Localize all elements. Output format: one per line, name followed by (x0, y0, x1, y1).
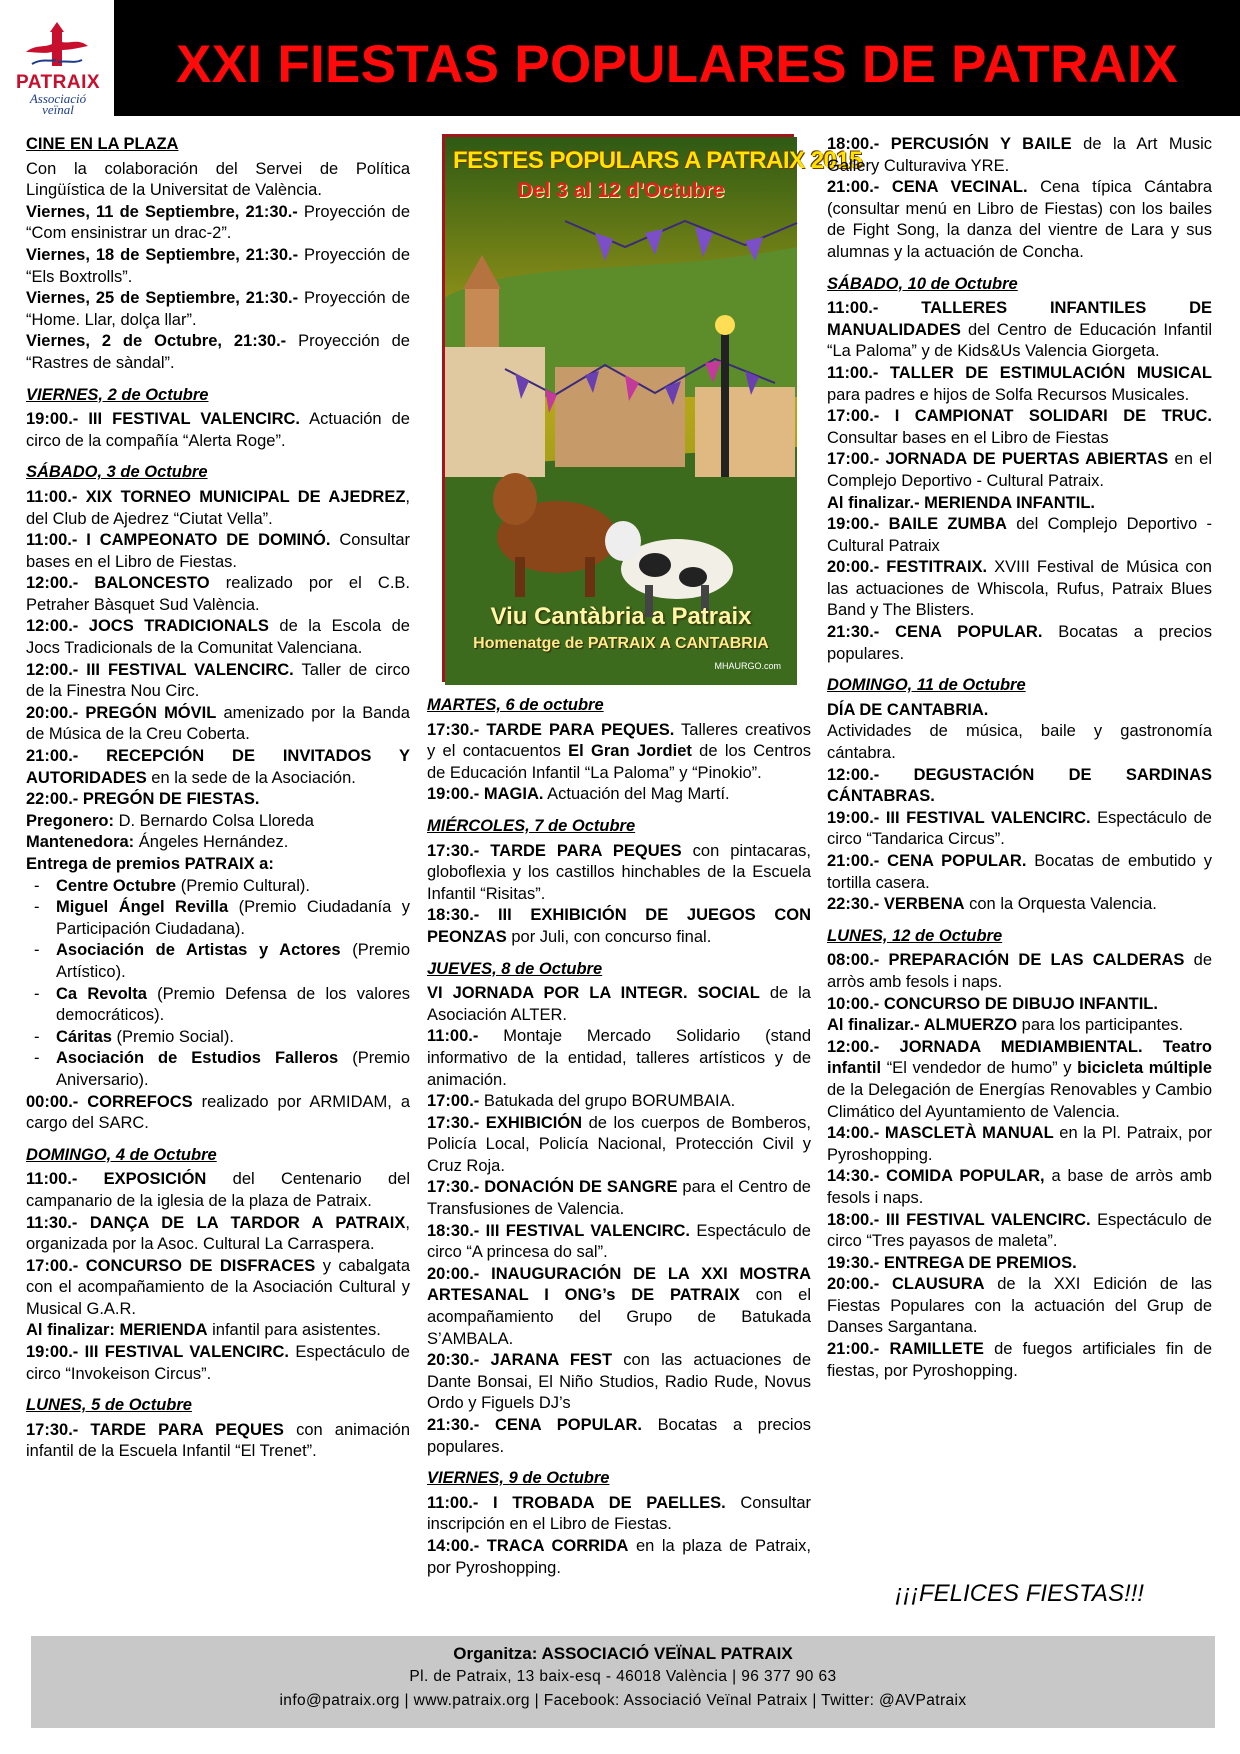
event-entry (26, 811, 410, 833)
award-name: Asociación de Estudios Falleros (56, 1049, 339, 1068)
event-entry (827, 700, 1212, 722)
event-entry (427, 1493, 811, 1536)
award-text (56, 897, 410, 940)
program-section (26, 134, 410, 375)
event-entry (827, 808, 1212, 851)
footer-organizer: Organitza: ASSOCIACIÓ VEÏNAL PATRAIX (453, 1644, 793, 1663)
event-description: , organizada por la Asoc. Cultural La Carraspera. (26, 1213, 410, 1254)
event-highlight: 18:30.- III EXHIBICIÓN DE JUEGOS CON PEONZAS (427, 906, 811, 946)
event-entry (827, 1210, 1212, 1253)
event-entry (26, 746, 410, 789)
event-entry (26, 487, 410, 530)
section-title: MIÉRCOLES, 7 de Octubre (427, 816, 636, 835)
award-item (30, 876, 410, 898)
event-highlight: Entrega de premios PATRAIX a: (26, 855, 274, 873)
event-description: de la Asociación ALTER. (427, 984, 811, 1024)
award-category: (Premio Artístico). (56, 941, 411, 981)
event-entry (827, 1123, 1212, 1166)
list-dash: - (34, 1027, 40, 1046)
event-highlight: 12:00.- III FESTIVAL VALENCIRC. (26, 660, 294, 679)
event-highlight: 12:00.- JORNADA MEDIAMBIENTAL. Teatro infantil (827, 1037, 1212, 1078)
award-name: Miguel Ángel Revilla (56, 898, 229, 917)
event-description: en el Complejo Deportivo - Cultural Patraix. (827, 450, 1212, 490)
event-entry (26, 331, 410, 374)
event-entry (427, 841, 811, 906)
festival-poster (442, 134, 863, 682)
closing-greeting: ¡¡¡FELICES FIESTAS!!! (895, 1580, 1144, 1607)
event-description: Proyección de “Rastres de sàndal”. (26, 332, 410, 372)
event-entry (827, 851, 1212, 894)
award-text (56, 984, 410, 1027)
event-description: en la sede de la Asociación. (146, 768, 356, 787)
event-highlight: Viernes, 18 de Septiembre, 21:30.- (26, 245, 299, 264)
list-dash: - (34, 1049, 40, 1068)
award-category: (Premio Ciudadanía y Participación Ciudadana). (56, 898, 410, 938)
event-description: Actividades de música, baile y gastronomía cántabra. (827, 722, 1212, 763)
event-highlight: 17:00.- JORNADA DE PUERTAS ABIERTAS (827, 450, 1169, 469)
event-highlight: 18:00.- PERCUSIÓN Y BAILE (827, 135, 1072, 153)
event-entry (26, 1320, 410, 1342)
award-item (30, 1048, 410, 1091)
event-description: del Complejo Deportivo - Cultural Patraix (827, 515, 1212, 555)
event-entry (827, 1339, 1212, 1382)
award-text (56, 1027, 410, 1049)
event-highlight: 08:00.- PREPARACIÓN DE LAS CALDERAS (827, 951, 1185, 970)
event-entry (827, 449, 1212, 492)
list-dash: - (34, 984, 40, 1003)
event-entry (427, 905, 811, 948)
event-highlight: 17:30.- DONACIÓN DE SANGRE (427, 1178, 678, 1197)
event-highlight: 17:30.- TARDE PARA PEQUES (26, 1420, 284, 1439)
event-highlight: 20:00.- FESTITRAIX. (827, 558, 988, 577)
event-entry (26, 854, 410, 876)
event-entry (827, 557, 1212, 622)
award-text (56, 1048, 410, 1091)
event-entry (427, 1350, 811, 1415)
event-highlight: 22:30.- VERBENA (827, 895, 965, 914)
award-item (30, 940, 410, 983)
section-title: VIERNES, 2 de Octubre (26, 385, 209, 404)
event-description: con el acompañamiento del Grupo de Batukada S’AMBALA. (427, 1286, 811, 1348)
event-description: a base de arròs amb fesols i naps. (827, 1167, 1212, 1207)
event-entry (26, 789, 410, 811)
poster-dates: Del 3 al 12 d'Octubre (517, 179, 725, 202)
event-entry (26, 159, 410, 202)
event-entry (827, 1274, 1212, 1339)
program-section (26, 1395, 410, 1463)
event-entry (26, 1169, 410, 1212)
event-description: Proyección de “Com ensinistrar un drac-2”. (26, 202, 410, 243)
event-entry (26, 288, 410, 331)
event-entry (827, 765, 1212, 808)
event-description: del Centro de Educación Infantil “La Paloma” y de Kids&Us Valencia Giorgeta. (827, 320, 1212, 361)
event-description: de arròs amb fesols i naps. (827, 951, 1213, 991)
event-entry (26, 616, 410, 659)
event-highlight: 17:30.- EXHIBICIÓN (427, 1113, 583, 1132)
award-item (30, 984, 410, 1027)
event-description: Espectáculo de circo “Invokeison Circus”. (26, 1343, 410, 1383)
event-highlight: 21:00.- CENA POPULAR. (827, 852, 1027, 870)
event-description: Bocatas a precios populares. (427, 1416, 811, 1456)
event-highlight: 20:00.- PREGÓN MÓVIL (26, 703, 217, 722)
event-entry (26, 1342, 410, 1385)
event-description: con las actuaciones de Dante Bonsai, El Niño Studios, Radio Rude, Novus Ordo y Figuels DJ’s (427, 1351, 811, 1413)
middle-column (427, 695, 811, 1589)
event-highlight: 11:00.- (427, 1027, 479, 1046)
event-highlight: 18:00.- III FESTIVAL VALENCIRC. (827, 1210, 1091, 1229)
event-highlight: Pregonero: (26, 811, 115, 830)
event-description: D. Bernardo Colsa Lloreda (114, 811, 314, 830)
event-entry (427, 720, 811, 785)
event-highlight: 12:00.- BALONCESTO (26, 574, 210, 593)
event-highlight: bicicleta múltiple (1077, 1059, 1212, 1078)
logo-subtitle-1: Associació (29, 91, 87, 106)
event-entry (26, 660, 410, 703)
event-highlight: VI JORNADA POR LA INTEGR. SOCIAL (427, 984, 760, 1003)
program-section (427, 1468, 811, 1579)
event-description: XVIII Festival de Música con las actuaciones de Whiscola, Rufus, Patraix Blues Band y The Blisters. (827, 558, 1212, 620)
event-description: de la Escola de Jocs Tradicionals de la Comunitat Valenciana. (26, 617, 410, 658)
event-entry (827, 1253, 1212, 1275)
event-description: Consultar bases en el Libro de Fiestas. (26, 531, 410, 571)
event-entry (26, 1092, 410, 1135)
section-title: SÁBADO, 10 de Octubre (827, 274, 1018, 293)
program-section (827, 675, 1212, 916)
event-description: Consultar bases en el Libro de Fiestas (827, 428, 1109, 447)
event-entry (827, 994, 1212, 1016)
event-entry (827, 894, 1212, 916)
poster-slogan: Viu Cantàbria a Patraix (490, 603, 752, 630)
event-highlight: 17:00.- CONCURSO DE DISFRACES (26, 1256, 316, 1275)
event-entry (827, 134, 1212, 177)
event-description: en la plaza de Patraix, por Pyroshopping. (427, 1536, 811, 1577)
bell-tower-logo-icon (22, 22, 92, 74)
event-description: de la Delegación de Energías Renovables y Cambio Climático del Ayuntamiento de Valencia. (827, 1080, 1212, 1121)
section-title: DOMINGO, 11 de Octubre (827, 676, 1026, 695)
event-highlight: 14:00.- MASCLETÀ MANUAL (827, 1124, 1054, 1143)
event-highlight: 11:00.- TALLER DE ESTIMULACIÓN MUSICAL (827, 363, 1212, 382)
event-highlight: 17:00.- I CAMPIONAT SOLIDARI DE TRUC. (827, 407, 1212, 426)
event-highlight: 17:30.- TARDE PARA PEQUES (427, 841, 682, 860)
event-highlight: Viernes, 11 de Septiembre, 21:30.- (26, 202, 298, 221)
event-entry (427, 983, 811, 1026)
event-description: , del Club de Ajedrez “Ciutat Vella”. (26, 487, 410, 528)
left-column (26, 134, 410, 1473)
event-entry (827, 363, 1212, 406)
program-section (26, 1145, 410, 1386)
event-description: Bocatas de embutido y tortilla casera. (827, 852, 1213, 892)
event-highlight: 17:00.- (427, 1092, 480, 1111)
event-highlight: 00:00.- CORREFOCS (26, 1092, 193, 1111)
award-name: Asociación de Artistas y Actores (56, 941, 341, 960)
event-entry (427, 1536, 811, 1579)
event-highlight: Al finalizar.- ALMUERZO (827, 1016, 1018, 1035)
event-entry (427, 1415, 811, 1458)
event-highlight: 21:30.- CENA POPULAR. (827, 623, 1043, 642)
section-title: SÁBADO, 3 de Octubre (26, 463, 208, 482)
program-section (427, 695, 811, 806)
event-entry (26, 1420, 410, 1463)
event-highlight: 19:30.- ENTREGA DE PREMIOS. (827, 1253, 1077, 1272)
award-name: Centre Octubre (56, 876, 177, 895)
event-entry (827, 1037, 1212, 1123)
event-entry (827, 1015, 1212, 1037)
footer (31, 1636, 1215, 1728)
event-description: realizado por ARMIDAM, a cargo del SARC. (26, 1092, 410, 1133)
event-entry (827, 950, 1212, 993)
award-category: (Premio Cultural). (176, 876, 310, 895)
event-highlight: Mantenedora: (26, 833, 135, 852)
award-text (56, 876, 410, 898)
event-description: Batukada del grupo BORUMBAIA. (479, 1092, 736, 1111)
event-description: Consultar inscripción en el Libro de Fiestas. (427, 1493, 812, 1534)
event-highlight: Viernes, 25 de Septiembre, 21:30.- (26, 289, 299, 308)
event-highlight: 19:00.- III FESTIVAL VALENCIRC. (26, 410, 300, 429)
event-highlight: 20:00.- INAUGURACIÓN DE LA XXI MOSTRA ARTESANAL I ONG’s DE PATRAIX (427, 1264, 811, 1305)
event-entry (26, 1213, 410, 1256)
section-title: JUEVES, 8 de Octubre (427, 959, 603, 978)
event-entry (26, 1256, 410, 1321)
event-description: Cena típica Cántabra (consultar menú en Libro de Fiestas) con los bailes de Fight Song, la danza del vientre de Lara y sus alumnas y la actuación de Concha. (827, 178, 1213, 261)
event-highlight: 21:00.- RECEPCIÓN DE INVITADOS Y AUTORIDADES (26, 747, 410, 787)
event-highlight: 17:30.- TARDE PARA PEQUES. (427, 720, 675, 739)
right-column (827, 134, 1212, 1392)
event-description: de la XXI Edición de las Fiestas Populares con la actuación del Grup de Danses Sargantana. (827, 1275, 1212, 1337)
list-dash: - (34, 898, 40, 917)
event-highlight: 14:30.- COMIDA POPULAR, (827, 1167, 1045, 1186)
event-highlight: 11:00.- XIX TORNEO MUNICIPAL DE AJEDREZ (26, 487, 406, 506)
footer-contact-links: info@patraix.org | www.patraix.org | Facebook: Associació Veïnal Patraix | Twitter: @AVPatraix (279, 1692, 967, 1709)
event-entry (26, 573, 410, 616)
program-section (26, 462, 410, 1134)
event-entry (26, 245, 410, 288)
event-highlight: 20:00.- CLAUSURA (827, 1275, 985, 1294)
award-name: Ca Revolta (56, 984, 147, 1003)
event-description: con animación infantil de la Escuela Infantil “El Trenet”. (26, 1420, 411, 1461)
event-description: Talleres creativos y el contacuentos (427, 720, 811, 761)
list-dash: - (34, 941, 40, 960)
event-highlight: Viernes, 2 de Octubre, 21:30.- (26, 332, 287, 351)
event-entry (26, 409, 410, 452)
event-highlight: Al finalizar: MERIENDA (26, 1321, 208, 1340)
event-description: de la Art Music Gallery Culturaviva YRE. (827, 135, 1212, 175)
section-title: DOMINGO, 4 de Octubre (26, 1145, 217, 1164)
event-entry (26, 202, 410, 245)
event-description: Proyección de “Home. Llar, dolça llar”. (26, 289, 410, 329)
poster-title: FESTES POPULARS A PATRAIX 2015 (453, 147, 863, 174)
award-category: (Premio Aniversario). (56, 1049, 410, 1089)
award-category: (Premio Defensa de los valores democráticos). (56, 984, 410, 1025)
award-item (30, 897, 410, 940)
award-item (30, 1027, 410, 1049)
event-entry (827, 493, 1212, 515)
section-title: LUNES, 5 de Octubre (26, 1396, 192, 1415)
event-highlight: 22:00.- PREGÓN DE FIESTAS. (26, 790, 260, 809)
event-highlight: 19:00.- MAGIA. (427, 785, 544, 804)
event-description: para el Centro de Transfusiones de Valencia. (427, 1178, 811, 1219)
event-highlight: 11:00.- I CAMPEONATO DE DOMINÓ. (26, 531, 331, 550)
list-dash: - (34, 876, 40, 895)
event-description: de los cuerpos de Bomberos, Policía Local, Policía Nacional, Protección Civil y Cruz Roja. (427, 1113, 811, 1175)
event-highlight: 11:00.- EXPOSICIÓN (26, 1170, 207, 1189)
event-description: amenizado por la Banda de Música de la Creu Coberta. (26, 703, 410, 744)
event-description: Espectáculo de circo “Tres payasos de maleta”. (827, 1210, 1212, 1251)
event-entry (427, 1091, 811, 1113)
event-entry (427, 1026, 811, 1091)
event-entry (26, 832, 410, 854)
program-section (827, 274, 1212, 666)
event-entry (827, 721, 1212, 764)
event-description: para los participantes. (1017, 1016, 1184, 1035)
event-entry (827, 514, 1212, 557)
program-section (827, 926, 1212, 1382)
event-description: de fuegos artificiales fin de fiestas, por Pyroshopping. (827, 1340, 1212, 1380)
event-entry (427, 784, 811, 806)
event-description: infantil para asistentes. (207, 1321, 381, 1340)
event-highlight: 19:00.- III FESTIVAL VALENCIRC. (827, 808, 1091, 827)
section-title: CINE EN LA PLAZA (26, 135, 179, 153)
header-bar (114, 0, 1240, 116)
event-description: Proyección de “Els Boxtrolls”. (26, 245, 410, 286)
event-description: Bocatas a precios populares. (827, 623, 1212, 663)
award-name: Cáritas (56, 1027, 112, 1046)
event-highlight: 20:30.- JARANA FEST (427, 1351, 613, 1370)
awards-list (26, 876, 410, 1092)
event-entry (827, 298, 1212, 363)
program-section (26, 385, 410, 453)
event-description: Taller de circo de la Finestra Nou Circ. (26, 660, 410, 701)
page-title: XXI FIESTAS POPULARES DE PATRAIX (175, 35, 1178, 94)
event-entry (26, 703, 410, 746)
event-description: con pintacaras, globoflexia y los castillos hinchables de la Escuela Infantil “Risitas”. (427, 841, 811, 903)
section-title: MARTES, 6 de octubre (427, 696, 604, 714)
event-highlight: 10:00.- CONCURSO DE DIBUJO INFANTIL. (827, 994, 1158, 1013)
event-entry (427, 1177, 811, 1220)
event-highlight: 11:00.- I TROBADA DE PAELLES. (427, 1493, 726, 1512)
footer-address: Pl. de Patraix, 13 baix-esq - 46018 València | 96 377 90 63 (409, 1668, 837, 1685)
event-description: con la Orquesta Valencia. (964, 895, 1157, 914)
event-description: por Juli, con concurso final. (506, 927, 712, 946)
event-highlight: 21:00.- RAMILLETE (827, 1340, 984, 1359)
poster-subtitle: Homenatge de PATRAIX A CANTABRIA (473, 635, 769, 652)
event-entry (827, 406, 1212, 449)
event-entry (427, 1264, 811, 1350)
event-entry (427, 1221, 811, 1264)
event-entry (827, 177, 1212, 263)
award-text (56, 940, 410, 983)
event-description: Actuación de circo de la compañía “Alerta Roge”. (26, 410, 410, 450)
event-entry (26, 530, 410, 573)
event-highlight: 18:30.- III FESTIVAL VALENCIRC. (427, 1221, 690, 1240)
event-description: Montaje Mercado Solidario (stand informativo de la entidad, talleres artísticos y de animación. (427, 1027, 811, 1089)
event-description: “El vendedor de humo” y (881, 1059, 1078, 1078)
logo-subtitle-2: veïnal (42, 102, 74, 117)
event-entry (827, 1166, 1212, 1209)
award-category: (Premio Social). (111, 1027, 234, 1046)
event-description: Actuación del Mag Martí. (543, 785, 730, 804)
event-highlight: 14:00.- TRACA CORRIDA (427, 1536, 629, 1555)
event-highlight: 21:30.- CENA POPULAR. (427, 1416, 643, 1434)
logo-name: PATRAIX (15, 72, 101, 93)
event-highlight: 12:00.- JOCS TRADICIONALS (26, 617, 269, 636)
event-description: Con la colaboración del Servei de Política Lingüística de la Universitat de València. (26, 159, 410, 200)
program-section (427, 816, 811, 949)
event-highlight: Al finalizar.- MERIENDA INFANTIL. (827, 493, 1095, 512)
event-description: de los Centros de Educación Infantil “La Paloma” y “Pinokio”. (427, 742, 811, 782)
event-description: y cabalgata con el acompañamiento de la Asociación Cultural y Musical G.A.R. (26, 1256, 410, 1318)
event-highlight: 19:00.- BAILE ZUMBA (827, 515, 1007, 534)
section-title: LUNES, 12 de Octubre (827, 926, 1003, 945)
event-highlight: 12:00.- DEGUSTACIÓN DE SARDINAS CÁNTABRAS. (827, 765, 1212, 806)
event-highlight: 21:00.- CENA VECINAL. (827, 178, 1028, 197)
event-highlight: 11:00.- TALLERES INFANTILES DE MANUALIDADES (827, 299, 1212, 339)
event-description: Espectáculo de circo “Tandarica Circus”. (827, 808, 1212, 849)
poster-credit: MHAURGO.com (714, 661, 781, 671)
event-description: Ángeles Hernández. (134, 833, 289, 852)
event-entry (427, 1113, 811, 1178)
event-description: Espectáculo de circo “A princesa do sal”. (427, 1221, 811, 1262)
event-highlight: El Gran Jordiet (568, 742, 692, 761)
section-title: VIERNES, 9 de Octubre (427, 1469, 610, 1488)
program-section (427, 959, 811, 1459)
event-highlight: 11:30.- DANÇA DE LA TARDOR A PATRAIX (26, 1213, 406, 1232)
association-logo (0, 0, 114, 116)
event-description: para padres e hijos de Solfa Recursos Musicales. (827, 385, 1190, 404)
event-highlight: DÍA DE CANTABRIA. (827, 700, 989, 719)
event-description: del Centenario del campanario de la iglesia de la plaza de Patraix. (26, 1170, 410, 1210)
event-entry (827, 622, 1212, 665)
event-highlight: 19:00.- III FESTIVAL VALENCIRC. (26, 1343, 289, 1362)
program-section (827, 134, 1212, 264)
event-description: en la Pl. Patraix, por Pyroshopping. (827, 1124, 1212, 1164)
event-description: realizado por el C.B. Petraher Bàsquet Sud València. (26, 574, 410, 614)
